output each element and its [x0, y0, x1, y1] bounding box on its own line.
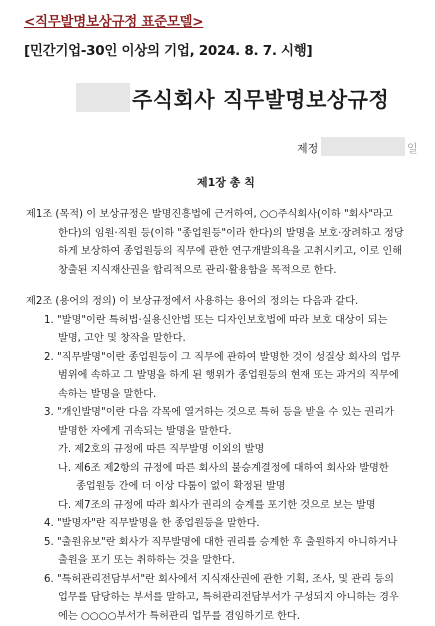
article1-line: 한다)의 임원·직원 등(이하 "종업원등"이라 한다)의 발명을 보호·장려하고 정당	[58, 227, 404, 239]
definition-line: 업무를 담당하는 부서를 말하고, 특허관리전담부서가 구성되지 아니하는 경우	[58, 592, 399, 604]
definition-line: 1. "발명"이란 특허법·실용신안법 또는 디자인보호법에 따라 보호 대상이 되는	[44, 314, 388, 326]
definition-line: 속하는 발명을 말한다.	[58, 388, 157, 400]
article2-line: 제2조 (용어의 정의) 이 보상규정에서 사용하는 용어의 정의는 다음과 같다.	[26, 296, 359, 308]
definition-line: 발명, 고안 및 창작을 말한다.	[58, 333, 186, 345]
definition-line: 출원을 포기 또는 취하하는 것을 말한다.	[58, 555, 235, 567]
definition-line: 5. "출원유보"란 회사가 직무발명에 대한 권리를 승계한 후 출원하지 아니하거나	[44, 536, 398, 548]
enact-date-redaction	[321, 137, 405, 156]
sub-item-line: 종업원등 간에 더 이상 다툼이 없이 확정된 발명	[76, 481, 286, 493]
article1-line: 하게 보상하여 종업원등의 직무에 관한 연구개발의욕을 고취시키고, 이로 인해	[58, 246, 403, 258]
document-title: 주식회사 직무발명보상규정	[132, 88, 390, 112]
sub-item-line: 나. 제6조 제2항의 규정에 따른 회사의 불승계결정에 대하여 회사와 발명한	[58, 462, 389, 474]
enact-suffix: 일	[407, 142, 418, 155]
definition-line: 2. "직무발명"이란 종업원등이 그 직무에 관하여 발명한 것이 성질상 회사의 업무	[44, 351, 401, 363]
article1-line: 제1조 (목적) 이 보상규정은 발명진흥법에 근거하여, ○○주식회사(이하 "회사"라고	[26, 209, 393, 220]
company-name-redaction	[76, 83, 130, 112]
definition-line: 6. "특허관리전담부서"란 회사에서 지식재산권에 관한 기획, 조사, 및 관리 등의	[44, 573, 394, 585]
scope-line: [민간기업-30인 이상의 기업, 2024. 8. 7. 시행]	[24, 43, 313, 59]
sub-item-line: 다. 제7조의 규정에 따라 회사가 권리의 승계를 포기한 것으로 보는 발명	[58, 499, 376, 511]
definition-line: 범위에 속하고 그 발명을 하게 된 행위가 종업원등의 현재 또는 과거의 직무에	[58, 370, 399, 382]
chapter-heading: 제1장 총 칙	[197, 176, 255, 189]
definition-line: 3. "개인발명"이란 다음 각목에 열거하는 것으로 특허 등을 받을 수 있는 권리가	[44, 407, 394, 419]
definition-line: 에는 ○○○○부서가 특허관리 업무를 겸임하기로 한다.	[58, 611, 300, 622]
definition-line: 4. "발명자"란 직무발명을 한 종업원등을 말한다.	[44, 518, 260, 530]
enact-label: 제정	[297, 142, 319, 155]
model-title: <직무발명보상규정 표준모델>	[24, 14, 204, 30]
article1-line: 창출된 지식재산권을 합리적으로 관리·활용함을 목적으로 한다.	[58, 264, 337, 276]
definition-line: 발명한 자에게 귀속되는 발명을 말한다.	[58, 425, 232, 437]
sub-item-line: 가. 제2호의 규정에 따른 직무발명 이외의 발명	[58, 444, 265, 456]
